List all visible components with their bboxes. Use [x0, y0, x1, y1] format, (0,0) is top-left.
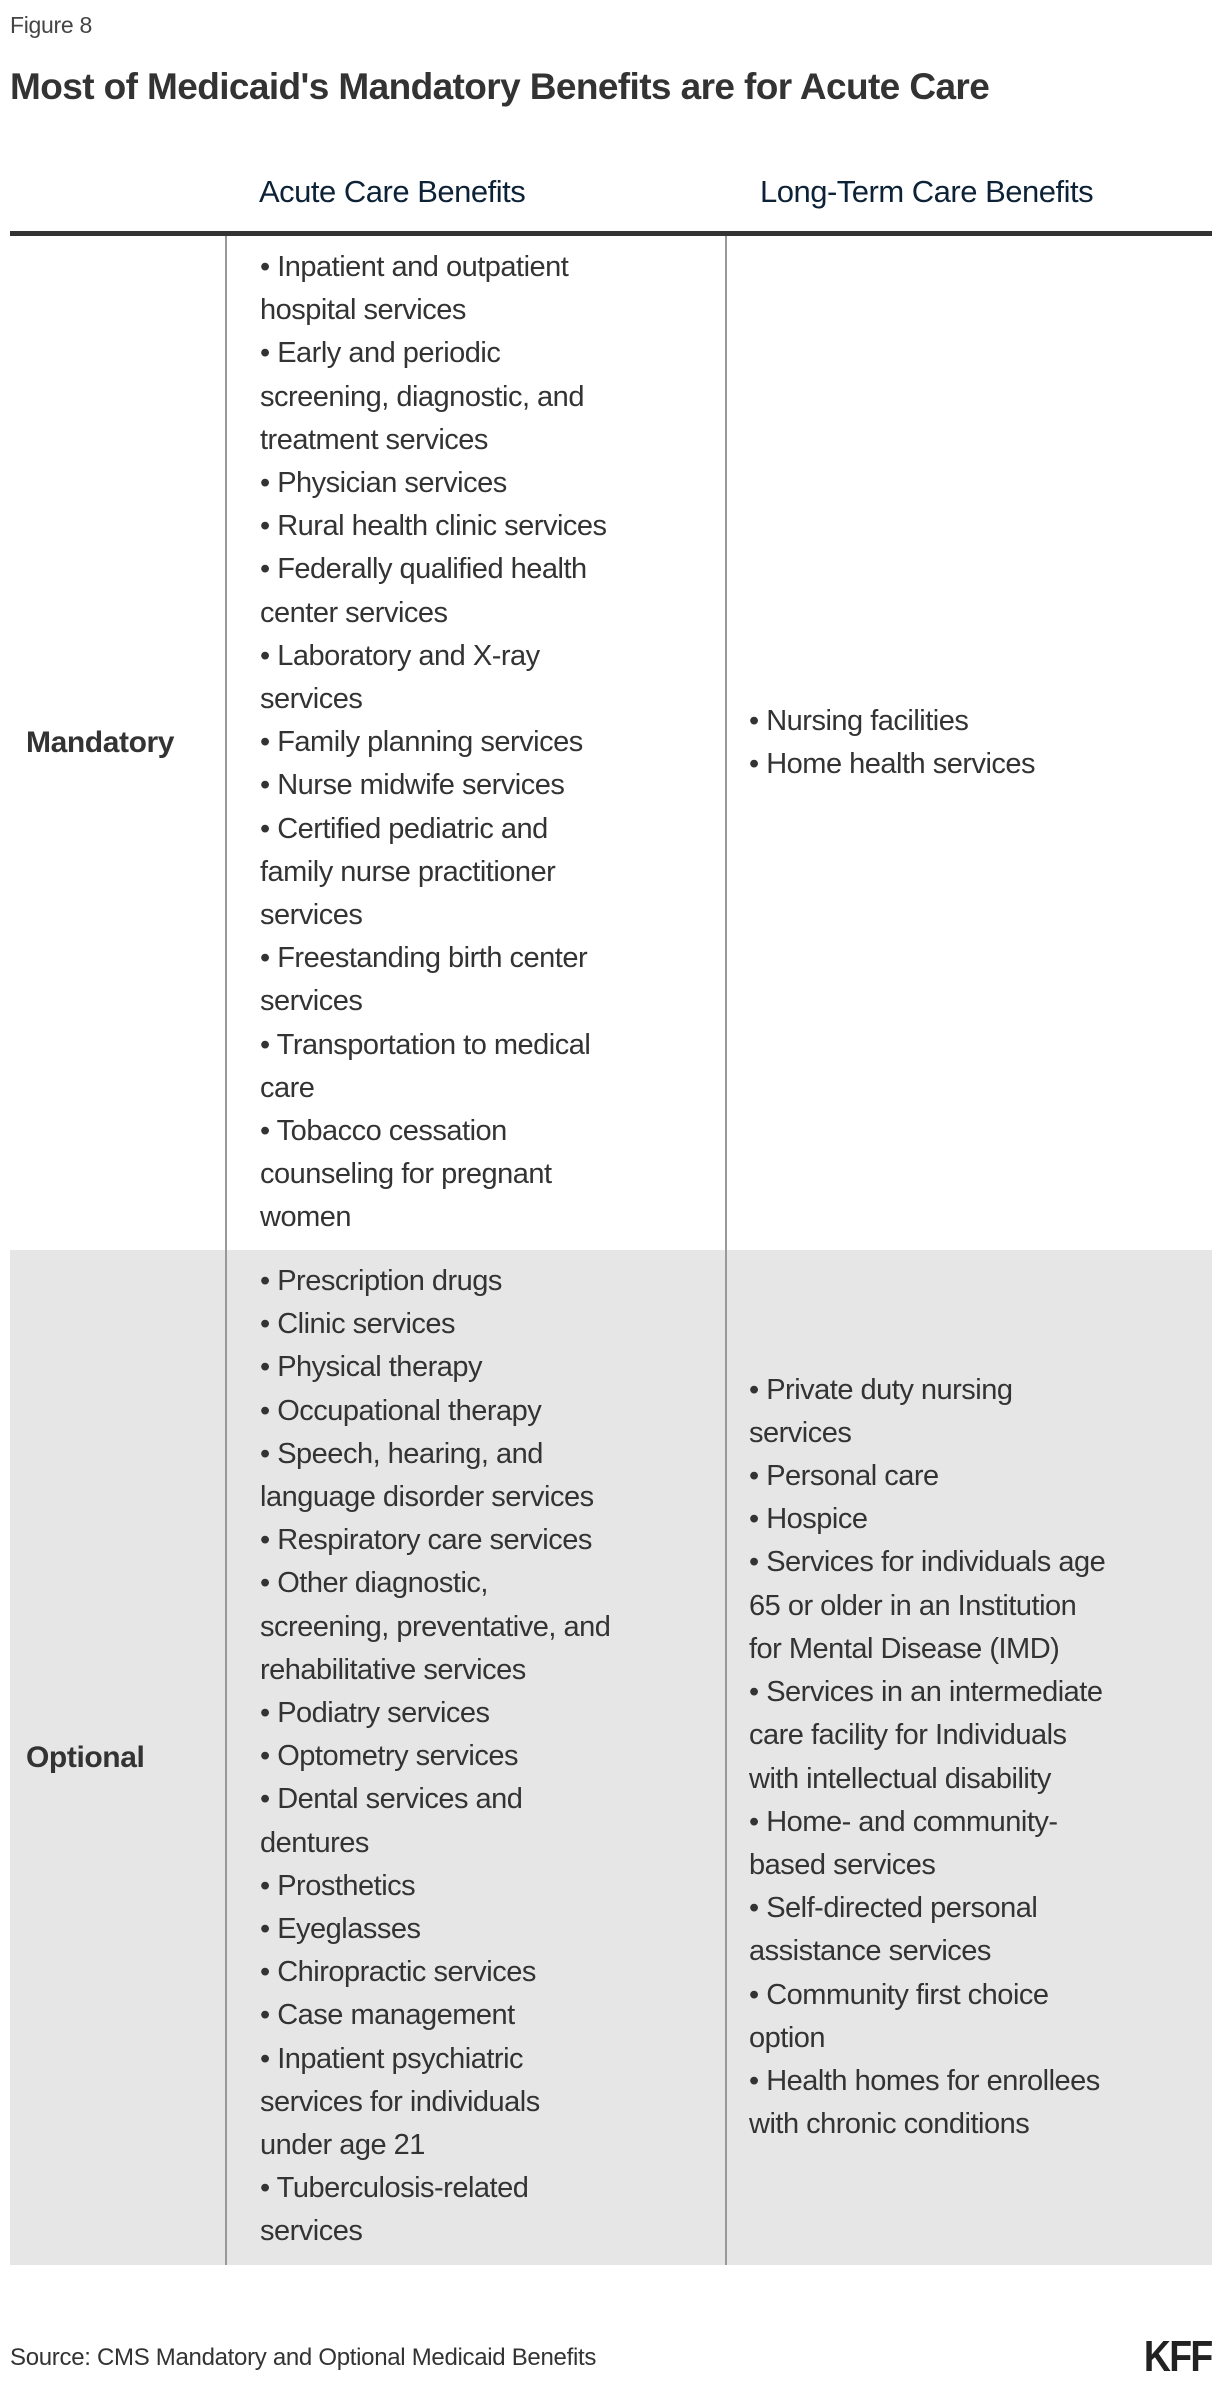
benefit-line: • Rural health clinic services: [260, 510, 607, 543]
benefit-line: services: [749, 1416, 852, 1449]
benefit-line: • Hospice: [749, 1503, 868, 1536]
benefit-line: under age 21: [260, 2129, 425, 2162]
benefit-line: screening, diagnostic, and: [260, 380, 584, 413]
benefit-line: • Laboratory and X-ray: [260, 639, 540, 672]
benefit-line: • Nurse midwife services: [260, 769, 565, 802]
benefit-line: • Health homes for enrollees: [749, 2064, 1100, 2097]
benefit-line: • Respiratory care services: [260, 1524, 592, 1557]
benefit-line: 65 or older in an Institution: [749, 1589, 1077, 1622]
benefit-line: screening, preventative, and: [260, 1610, 611, 1643]
benefit-line: center services: [260, 596, 448, 629]
benefit-line: • Eyeglasses: [260, 1913, 421, 1946]
figure-title: Most of Medicaid's Mandatory Benefits are for Acute Care: [10, 66, 990, 107]
benefit-line: • Transportation to medical: [260, 1028, 591, 1061]
benefit-line: • Certified pediatric and: [260, 812, 548, 845]
benefit-line: • Early and periodic: [260, 337, 501, 370]
column-header-acute: Acute Care Benefits: [259, 174, 526, 209]
benefit-line: services: [260, 2215, 363, 2248]
benefit-line: • Chiropractic services: [260, 1956, 536, 1989]
benefit-line: with chronic conditions: [749, 2108, 1030, 2141]
benefit-line: family nurse practitioner: [260, 855, 556, 888]
benefit-line: for Mental Disease (IMD): [749, 1632, 1060, 1665]
benefit-line: dentures: [260, 1826, 369, 1859]
benefit-line: • Clinic services: [260, 1308, 456, 1341]
benefit-line: • Other diagnostic,: [260, 1567, 488, 1600]
long-term-cell: [727, 1250, 1212, 2265]
benefit-line: option: [749, 2021, 826, 2054]
benefit-line: • Freestanding birth center: [260, 942, 588, 975]
benefit-line: • Inpatient psychiatric: [260, 2042, 524, 2075]
benefit-line: hospital services: [260, 294, 466, 327]
benefit-line: • Services in an intermediate: [749, 1676, 1103, 1709]
benefit-line: • Inpatient and outpatient: [260, 251, 569, 283]
kff-logo: KFF: [1144, 2332, 1212, 2381]
column-header-long-term: Long-Term Care Benefits: [760, 174, 1094, 209]
benefit-line: • Podiatry services: [260, 1697, 490, 1730]
source-note: Source: CMS Mandatory and Optional Medicaid Benefits: [10, 2344, 597, 2371]
benefit-line: • Physical therapy: [260, 1351, 482, 1384]
figure-label: Figure 8: [10, 12, 92, 38]
benefit-line: • Prescription drugs: [260, 1265, 502, 1297]
benefit-line: services: [260, 683, 363, 716]
benefit-line: • Services for individuals age: [749, 1546, 1106, 1579]
benefit-line: services for individuals: [260, 2085, 540, 2118]
benefit-line: • Dental services and: [260, 1783, 523, 1816]
benefit-line: • Case management: [260, 1999, 515, 2032]
benefit-line: services: [260, 985, 363, 1018]
benefit-line: women: [260, 1201, 351, 1234]
benefit-line: treatment services: [260, 423, 488, 456]
table-row-optional: [10, 1250, 1212, 2265]
acute-cell: [227, 236, 727, 1250]
benefit-line: based services: [749, 1848, 936, 1881]
long-term-cell: [727, 236, 1212, 1250]
benefit-line: rehabilitative services: [260, 1653, 526, 1686]
benefit-line: • Tobacco cessation: [260, 1115, 507, 1148]
benefit-line: • Physician services: [260, 467, 507, 500]
benefit-line: • Tuberculosis-related: [260, 2172, 529, 2205]
benefit-line: • Optometry services: [260, 1740, 518, 1773]
benefit-line: assistance services: [749, 1935, 991, 1968]
benefit-line: • Private duty nursing: [749, 1373, 1013, 1406]
row-label: Mandatory: [10, 236, 227, 1250]
benefit-line: • Community first choice: [749, 1978, 1049, 2011]
benefit-line: • Occupational therapy: [260, 1394, 542, 1427]
benefit-line: • Federally qualified health: [260, 553, 587, 586]
table-row-mandatory: [10, 236, 1212, 1250]
row-label: Optional: [10, 1250, 227, 2265]
benefit-line: • Family planning services: [260, 726, 583, 759]
benefit-line: services: [260, 899, 363, 932]
benefit-line: • Prosthetics: [260, 1869, 416, 1902]
benefit-line: • Speech, hearing, and: [260, 1437, 543, 1470]
benefit-line: counseling for pregnant: [260, 1158, 552, 1191]
benefit-line: • Self-directed personal: [749, 1892, 1038, 1925]
acute-cell: [227, 1250, 727, 2265]
benefit-line: • Home health services: [749, 748, 1036, 780]
benefit-line: with intellectual disability: [749, 1762, 1051, 1795]
benefit-line: • Home- and community-: [749, 1805, 1058, 1838]
benefit-line: care facility for Individuals: [749, 1719, 1067, 1752]
benefit-line: care: [260, 1071, 315, 1104]
benefit-line: • Nursing facilities: [749, 704, 969, 737]
benefit-line: • Personal care: [749, 1460, 939, 1493]
benefit-line: language disorder services: [260, 1481, 594, 1514]
